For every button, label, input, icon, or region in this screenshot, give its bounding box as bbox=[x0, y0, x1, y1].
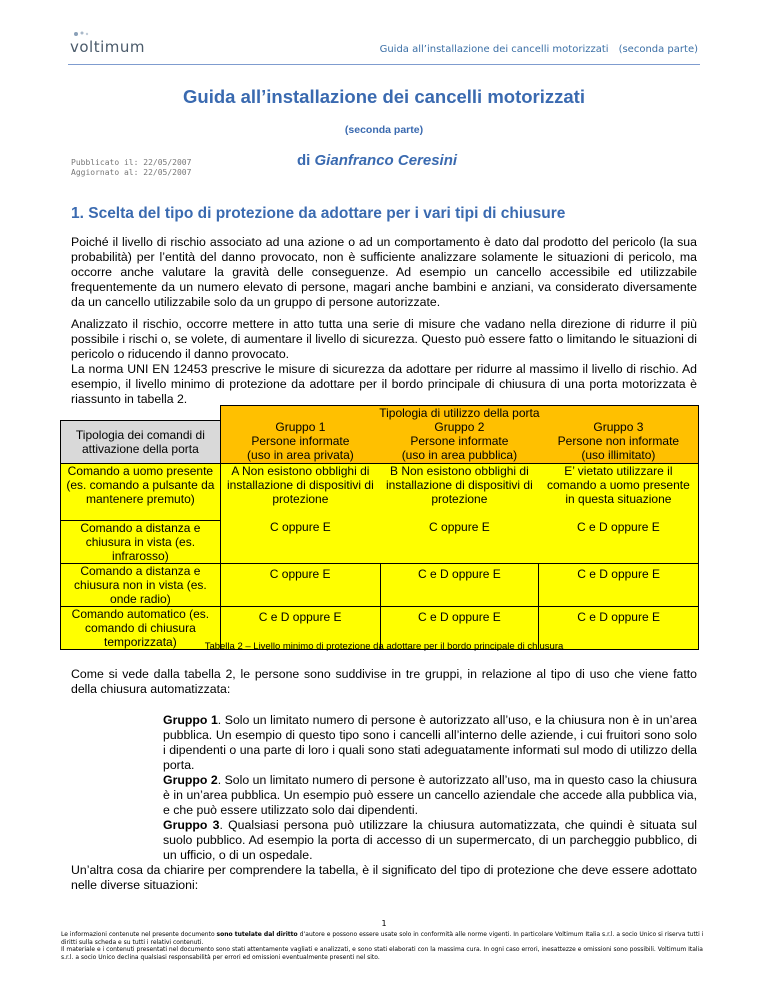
table-cell: B Non esistono obblighi di installazione di dispositivi di protezione bbox=[380, 463, 539, 520]
published-date: Pubblicato il: 22/05/2007 bbox=[71, 158, 192, 167]
row-label: Comando a distanza e chiusura non in vista (es. onde radio) bbox=[61, 563, 221, 606]
table-cell: C oppure E bbox=[220, 563, 380, 606]
running-title: Guida all’installazione dei cancelli motorizzati bbox=[379, 44, 609, 55]
group-header-2 bbox=[380, 420, 539, 463]
paragraph-measures-b: La norma UNI EN 12453 prescrive le misure di sicurezza da adottare per ridurre al massimo il livello di rischio. Ad esempio, il livello minimo di protezione da adottare per il bordo principale di chiusura di una porta motorizzata è riassunto in tabella 2. bbox=[71, 362, 697, 406]
group-label: Gruppo 2 bbox=[163, 773, 218, 787]
paragraph-measures bbox=[71, 317, 697, 407]
byline bbox=[297, 152, 457, 169]
group-desc: Persone non informate bbox=[557, 434, 680, 448]
groups-list bbox=[163, 713, 697, 863]
table-cell: A Non esistono obblighi di installazione di dispositivi di protezione bbox=[220, 463, 380, 520]
table-row bbox=[61, 463, 699, 520]
group-note: (uso in area privata) bbox=[247, 448, 354, 462]
footer-line-2: Il materiale e i contenuti presentati nel documento sono stati attentamente vagliati e analizzati, e sono stati elaborati con la massima cura. In ogni caso errori, inesattezze e omissioni sono possibili. Voltimum Italia s.r.l. a socio Unico declina qualsiasi responsabilità per errori ed omissioni eventualmente presenti nel sito. bbox=[61, 946, 703, 961]
footer-bold: sono tutelate dal diritto bbox=[216, 931, 298, 938]
row-label: Comando automatico (es. comando di chiusura temporizzata) bbox=[61, 606, 221, 649]
table-cell: E’ vietato utilizzare il comando a uomo presente in questa situazione bbox=[539, 463, 699, 520]
table-corner bbox=[61, 406, 221, 421]
group-header-1 bbox=[220, 420, 380, 463]
list-item bbox=[163, 818, 697, 863]
group-label: Gruppo 1 bbox=[163, 713, 218, 727]
footer-text: d’autore e possono essere usate solo in conformità alle norme vigenti. In particolare Voltimum Italia s.r.l. a socio Unico si riserva tutti i diritti sulla scheda e su tutti i relativi contenuti. bbox=[61, 931, 704, 946]
row-label: Comando a distanza e chiusura in vista (es. infrarosso) bbox=[61, 520, 221, 563]
paragraph-risk: Poiché il livello di rischio associato ad una azione o ad un comportamento è dato dal prodotto del pericolo (la sua probabilità) per l’entità del danno provocato, non è sufficiente analizzare solamente le situazioni di pericolo, ma occorre anche valutare la gravità delle conseguenze. Ad esempio un cancello accessibile ed utilizzabile frequentemente da un numero elevato di persone, magari anche bambini e anziani, va considerato diversamente da un cancello utilizzabile solo da un gruppo di persone autorizzate. bbox=[71, 235, 697, 309]
row-label: Comando a uomo presente (es. comando a pulsante da mantenere premuto) bbox=[61, 463, 221, 520]
table-cell: C e D oppure E bbox=[220, 606, 380, 649]
legal-footer bbox=[61, 931, 709, 961]
group-label: Gruppo 3 bbox=[163, 818, 220, 832]
list-item bbox=[163, 713, 697, 773]
table-cell: C oppure E bbox=[380, 520, 539, 563]
running-header bbox=[380, 44, 698, 55]
list-item bbox=[163, 773, 697, 818]
page-number: 1 bbox=[381, 919, 387, 928]
group-note: (uso illimitato) bbox=[581, 448, 656, 462]
table-cell: C oppure E bbox=[220, 520, 380, 563]
group-text: . Solo un limitato numero di persone è autorizzato all’uso, ma in questo caso la chiusura è in un’area pubblica. Un esempio può essere un cancello aziendale che accede alla pubblica via, e che può essere utilizzato solo dai dipendenti. bbox=[163, 773, 697, 817]
group-desc: Persone informate bbox=[251, 434, 350, 448]
publication-meta bbox=[71, 158, 191, 178]
byline-prefix: di bbox=[297, 152, 311, 169]
table-cell: C e D oppure E bbox=[380, 606, 539, 649]
updated-date: Aggiornato al: 22/05/2007 bbox=[71, 168, 192, 177]
running-part: (seconda parte) bbox=[618, 44, 698, 55]
group-note: (uso in area pubblica) bbox=[401, 448, 518, 462]
table-cell: C e D oppure E bbox=[380, 563, 539, 606]
group-name: Gruppo 3 bbox=[593, 420, 644, 434]
group-text: . Qualsiasi persona può utilizzare la chiusura automatizzata, che quindi è situata sul suolo pubblico. Ad esempio la porta di accesso di un supermercato, di un parcheggio pubblico, di un ufficio, o di un ospedale. bbox=[163, 818, 698, 862]
group-name: Gruppo 2 bbox=[434, 420, 485, 434]
usage-header: Tipologia di utilizzo della porta bbox=[220, 406, 698, 421]
group-name: Gruppo 1 bbox=[275, 420, 326, 434]
voltimum-logo bbox=[70, 38, 145, 56]
paragraph-protection-types: Un’altra cosa da chiarire per comprendere la tabella, è il significato del tipo di protezione che deve essere adottato nelle diverse situazioni: bbox=[71, 863, 697, 892]
page-subtitle: (seconda parte) bbox=[344, 124, 424, 136]
header-divider bbox=[68, 64, 700, 65]
paragraph-measures-a: Analizzato il rischio, occorre mettere in atto tutta una serie di misure che vadano nella direzione di ridurre il più possibile i rischi o, se volete, di aumentare il livello di sicurezza. Questo può essere fatto o limitando le situazioni di pericolo o riducendo il danno provocato. bbox=[71, 317, 697, 361]
table-row bbox=[61, 520, 699, 563]
logo-text: voltimum bbox=[70, 38, 146, 56]
table-cell: C e D oppure E bbox=[539, 606, 699, 649]
table-cell: C e D oppure E bbox=[539, 520, 699, 563]
paragraph-groups-intro: Come si vede dalla tabella 2, le persone sono suddivise in tre gruppi, in relazione al tipo di uso che viene fatto della chiusura automatizzata: bbox=[71, 667, 697, 696]
logo-dots-icon bbox=[72, 30, 116, 38]
footer-text: Le informazioni contenute nel presente documento bbox=[61, 931, 217, 938]
page-title: Guida all’installazione dei cancelli motorizzati bbox=[183, 86, 585, 107]
table-caption: Tabella 2 – Livello minimo di protezione da adottare per il bordo principale di chiusura bbox=[204, 641, 564, 652]
group-desc: Persone informate bbox=[410, 434, 509, 448]
table-row bbox=[61, 563, 699, 606]
footer-line-1 bbox=[61, 931, 709, 946]
author-name: Gianfranco Ceresini bbox=[314, 152, 458, 169]
table-cell: C e D oppure E bbox=[539, 563, 699, 606]
group-text: . Solo un limitato numero di persone è autorizzato all’uso, e la chiusura non è in un’area pubblica. Un esempio di questo tipo sono i cancelli all’interno delle aziende, i cui fruitori sono solo i dipendenti o una parte di loro i quali sono stati adeguatamente informati sul modo di utilizzo della porta. bbox=[163, 713, 697, 772]
protection-table bbox=[60, 405, 699, 650]
row-header: Tipologia dei comandi di attivazione della porta bbox=[61, 420, 221, 463]
section-heading: 1. Scelta del tipo di protezione da adottare per i vari tipi di chiusure bbox=[71, 205, 566, 222]
group-header-3 bbox=[539, 420, 699, 463]
